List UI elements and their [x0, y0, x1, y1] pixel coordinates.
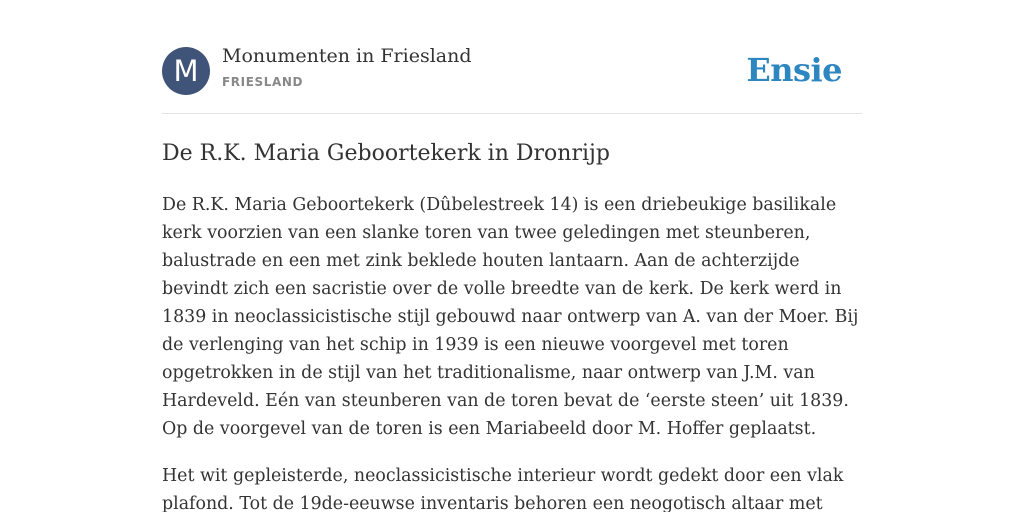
- article-paragraph: De R.K. Maria Geboortekerk (Dûbelestreek 14) is een driebeukige basilikale kerk voorzien van een slanke toren van twee geledingen met steunberen, balustrade en een met zink beklede houten lantaarn. Aan de achterzijde bevindt zich een sacristie over de volle breedte van de kerk. De kerk werd in 1839 in neoclassicistische stijl gebouwd naar ontwerp van A. van der Moer. Bij de verlenging van het schip in 1939 is een nieuwe voorgevel met toren opgetrokken in de stijl van het traditionalisme, naar ontwerp van J.M. van Hardeveld. Eén van steunberen van de toren bevat de ‘eerste steen’ uit 1839. Op de voorgevel van de toren is een Mariabeeld door M. Hoffer geplaatst.: [162, 195, 859, 439]
- header: [162, 0, 862, 114]
- brand-logo[interactable]: Ensie: [746, 51, 842, 89]
- article-title: De R.K. Maria Geboortekerk in Dronrijp: [162, 141, 610, 166]
- avatar[interactable]: M: [162, 47, 210, 95]
- article-container: [162, 0, 862, 512]
- article-paragraph: Het wit gepleisterde, neoclassicistische interieur wordt gedekt door een vlak plafond. Tot de 19de-eeuwse inventaris behoren een neogotisch altaar met: [162, 466, 844, 512]
- collection-title[interactable]: Monumenten in Friesland: [222, 45, 472, 67]
- collection-subtitle[interactable]: FRIESLAND: [222, 75, 304, 89]
